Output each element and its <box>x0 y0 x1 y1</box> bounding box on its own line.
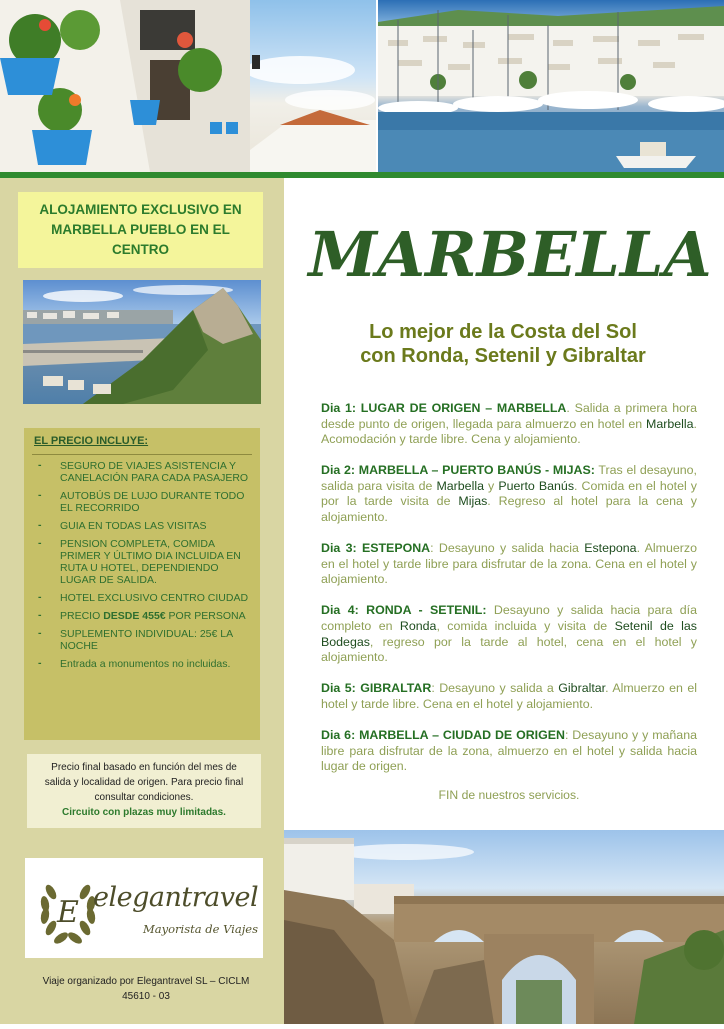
page-title-text: MARBELLA <box>308 218 712 291</box>
price-note-box <box>27 754 261 828</box>
price-note-text: Precio final basado en función del mes de salida y localidad de origen. Para precio final consultar condiciones. <box>44 762 244 803</box>
price-item <box>36 592 254 604</box>
day-text: y <box>483 478 499 493</box>
day-place: Mijas <box>458 494 488 509</box>
day-text: Tras el desayuno, salida para visita de <box>321 463 697 493</box>
bullet-dash-icon: - <box>38 657 42 669</box>
itinerary-day-2 <box>321 463 697 525</box>
white-village-street-photo <box>0 0 376 172</box>
subtitle-line-2: con Ronda, Setenil y Gibraltar <box>360 345 646 367</box>
bullet-dash-icon: - <box>38 489 42 501</box>
day-place: Ronda <box>399 619 437 634</box>
price-includes-title: EL PRECIO INCLUYE: <box>34 435 149 447</box>
itinerary-day-5 <box>321 681 697 712</box>
price-item <box>36 658 254 670</box>
day-text: . Acomodación y tarde libre. Cena y alojamiento. <box>321 416 697 447</box>
page-subtitle <box>318 320 688 368</box>
exclusive-lodging-text: ALOJAMIENTO EXCLUSIVO EN MARBELLA PUEBLO EN EL CENTRO <box>39 202 242 257</box>
logo-tagline: Mayorista de Viajes <box>143 922 258 936</box>
bullet-dash-icon: - <box>38 537 42 549</box>
itinerary <box>321 401 697 790</box>
price-item <box>36 520 254 532</box>
price-item-text: GUIA EN TODAS LAS VISITAS <box>60 520 207 532</box>
itinerary-day-1 <box>321 401 697 448</box>
day-title: Dia 1: LUGAR DE ORIGEN – MARBELLA <box>321 401 567 415</box>
ronda-bridge-photo <box>284 830 724 1024</box>
day-text: Desayuno y salida hacia para día completo en <box>321 603 697 634</box>
day-place: Gibraltar <box>558 681 606 696</box>
day-text: . Regreso al hotel para la cena y alojamiento. <box>321 494 697 525</box>
day-text: . Almuerzo en el hotel y tarde libre. Cena en el hotel y alojamiento. <box>321 681 697 711</box>
bullet-dash-icon: - <box>38 609 42 621</box>
header-photo-band <box>0 0 724 172</box>
day-place: Estepona <box>584 541 637 556</box>
logo-wordmark: elegantravel <box>93 882 259 913</box>
itinerary-day-4 <box>321 603 697 665</box>
gibraltar-rock-photo <box>23 280 261 404</box>
price-item <box>36 460 254 484</box>
price-includes-box <box>24 428 260 740</box>
day-place: Marbella <box>436 478 484 493</box>
price-from-after: POR PERSONA <box>165 610 246 622</box>
day-text: , comida incluida y visita de <box>436 619 615 634</box>
day-text: , regreso por la tarde al hotel, cena en el hotel y alojamiento. <box>321 634 697 665</box>
limited-places-note: Circuito con plazas muy limitadas. <box>62 807 226 818</box>
day-place: Marbella <box>646 416 694 431</box>
day-title: Dia 6: MARBELLA – CIUDAD DE ORIGEN <box>321 728 565 742</box>
bullet-dash-icon: - <box>38 519 42 531</box>
day-place: Setenil de las Bodegas <box>321 619 697 649</box>
day-title: Dia 5: GIBRALTAR <box>321 681 432 696</box>
page-title <box>308 214 712 291</box>
itinerary-day-6 <box>321 728 697 775</box>
day-text: . Almuerzo en el hotel y tarde libre para disfrutar de la zona. Cena en el hotel y alojamiento. <box>321 541 697 587</box>
day-place: Puerto Banús <box>498 478 575 493</box>
sidebar <box>0 178 284 1024</box>
day-title: Dia 3: ESTEPONA <box>321 541 431 556</box>
day-text: : Desayuno y salida hacia <box>430 541 585 556</box>
bullet-dash-icon: - <box>38 627 42 639</box>
puerto-banus-harbour-photo <box>378 0 724 172</box>
price-item <box>36 628 254 652</box>
bullet-dash-icon: - <box>38 459 42 471</box>
organizer-footer: Viaje organizado por Elegantravel SL – CICLM 45610 - 03 <box>42 976 250 1002</box>
exclusive-lodging-heading <box>18 192 263 268</box>
logo-letter: E <box>57 895 79 930</box>
price-from-amount: DESDE 455€ <box>103 610 166 622</box>
price-item <box>36 538 254 586</box>
elegantravel-logo <box>25 858 263 958</box>
price-item-text: HOTEL EXCLUSIVO CENTRO CIUDAD <box>60 592 249 604</box>
price-item-text: SEGURO DE VIAJES ASISTENCIA Y CANELACIÓN PARA CADA PASAJERO <box>60 460 249 484</box>
price-includes-list <box>36 460 254 676</box>
price-item-text: Entrada a monumentos no incluidas. <box>60 658 231 670</box>
day-title: Dia 2: MARBELLA – PUERTO BANÚS - MIJAS: <box>321 463 595 478</box>
price-divider <box>32 454 252 455</box>
price-from-before: PRECIO <box>60 610 104 622</box>
subtitle-line-1: Lo mejor de la Costa del Sol <box>369 321 637 343</box>
day-text: : Desayuno y salida a <box>431 681 559 696</box>
price-item-text: PENSION COMPLETA, COMIDA PRIMER Y ÚLTIMO DIA INCLUIDA EN RUTA U HOTEL, DEPENDIENDO LUGAR DE SALIDA. <box>60 538 241 586</box>
price-item <box>36 490 254 514</box>
price-item-text: AUTOBÚS DE LUJO DURANTE TODO EL RECORRIDO <box>60 490 245 514</box>
price-item-text: SUPLEMENTO INDIVIDUAL: 25€ LA NOCHE <box>60 628 233 652</box>
end-of-services: FIN de nuestros servicios. <box>438 788 580 802</box>
day-text: . Comida en el hotel y por la tarde visita de <box>321 478 697 509</box>
bullet-dash-icon: - <box>38 591 42 603</box>
price-item-from <box>36 610 254 622</box>
day-text: : Desayuno y y mañana libre para disfrutar de la zona, almuerzo en el hotel y salida hacia lugar de origen. <box>321 728 697 774</box>
day-text: . Salida a primera hora desde punto de origen, llegada para almuerzo en hotel en <box>321 401 697 431</box>
itinerary-day-3 <box>321 541 697 588</box>
day-title: Dia 4: RONDA - SETENIL: <box>321 603 487 618</box>
